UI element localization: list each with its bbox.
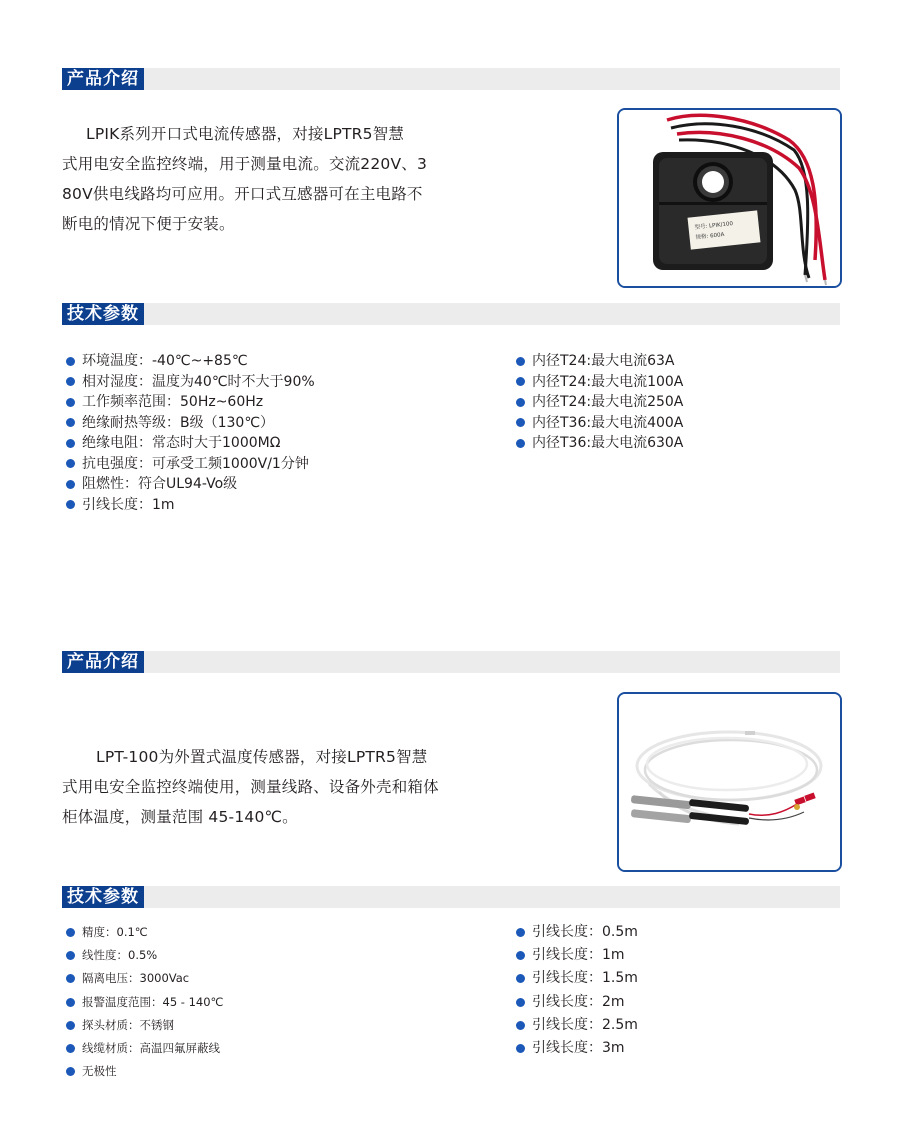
spec-item: 内径T24:最大电流63A <box>514 351 683 372</box>
spec-item: 阻燃性：符合UL94-Vo级 <box>64 474 315 495</box>
bullet-icon <box>516 928 525 937</box>
spec-item: 探头材质：不锈钢 <box>64 1014 223 1037</box>
intro-line: 80V供电线路均可应用。开口式互感器可在主电路不 <box>62 185 423 203</box>
spec-item: 引线长度：0.5m <box>514 921 638 944</box>
spec-item: 内径T24:最大电流100A <box>514 372 683 393</box>
spec-item: 引线长度：1m <box>514 944 638 967</box>
spec-item: 线缆材质：高温四氟屏蔽线 <box>64 1037 223 1060</box>
bullet-icon <box>66 1021 75 1030</box>
temperature-sensor-photo <box>617 692 842 872</box>
intro-heading-1: 产品介绍 <box>62 68 144 90</box>
spec-item: 隔离电压：3000Vac <box>64 967 223 990</box>
specs-list-left-1 <box>64 351 315 515</box>
spec-item: 内径T36:最大电流400A <box>514 413 683 434</box>
specs-list-right-1 <box>514 351 683 454</box>
intro-section-bar-1 <box>62 68 840 90</box>
bullet-icon <box>66 398 75 407</box>
photo-label-line-2: 规格: 600A <box>695 232 725 241</box>
bullet-icon <box>66 480 75 489</box>
photo-label-line-1: 型号: LPIK/100 <box>694 221 734 232</box>
spec-item: 绝缘耐热等级：B级（130℃） <box>64 413 315 434</box>
bullet-icon <box>66 500 75 509</box>
intro-heading-2: 产品介绍 <box>62 651 144 673</box>
bullet-icon <box>516 951 525 960</box>
current-sensor-photo <box>617 108 842 288</box>
spec-item: 抗电强度：可承受工频1000V/1分钟 <box>64 454 315 475</box>
bullet-icon <box>516 418 525 427</box>
current-sensor-image <box>619 110 840 286</box>
intro-line: LPIK系列开口式电流传感器，对接LPTR5智慧 <box>86 125 405 143</box>
intro-section-bar-2 <box>62 651 840 673</box>
bullet-icon <box>66 1044 75 1053</box>
bullet-icon <box>66 439 75 448</box>
intro-text-1 <box>62 119 487 239</box>
spec-item: 工作频率范围：50Hz~60Hz <box>64 392 315 413</box>
bullet-icon <box>516 1021 525 1030</box>
specs-list-left-2 <box>64 921 223 1083</box>
intro-line: 柜体温度，测量范围 45-140℃。 <box>62 808 298 826</box>
bullet-icon <box>66 998 75 1007</box>
spec-item: 相对湿度：温度为40℃时不大于90% <box>64 372 315 393</box>
spec-item: 线性度：0.5% <box>64 944 223 967</box>
bullet-icon <box>66 951 75 960</box>
bullet-icon <box>66 377 75 386</box>
spec-item: 引线长度：1m <box>64 495 315 516</box>
intro-line: 式用电安全监控终端使用，测量线路、设备外壳和箱体 <box>62 778 439 796</box>
bullet-icon <box>516 398 525 407</box>
spec-item: 报警温度范围：45 - 140℃ <box>64 991 223 1014</box>
bullet-icon <box>516 1044 525 1053</box>
spec-item: 内径T24:最大电流250A <box>514 392 683 413</box>
spec-item: 绝缘电阻：常态时大于1000MΩ <box>64 433 315 454</box>
spec-item: 引线长度：2.5m <box>514 1014 638 1037</box>
bullet-icon <box>516 377 525 386</box>
spec-item: 环境温度：-40℃~+85℃ <box>64 351 315 372</box>
bullet-icon <box>516 974 525 983</box>
bullet-icon <box>66 928 75 937</box>
bullet-icon <box>516 357 525 366</box>
temperature-sensor-image <box>619 694 840 870</box>
spec-item: 无极性 <box>64 1060 223 1083</box>
specs-heading-1: 技术参数 <box>62 303 144 325</box>
specs-heading-2: 技术参数 <box>62 886 144 908</box>
bullet-icon <box>66 974 75 983</box>
intro-text-2 <box>62 742 487 832</box>
spec-item: 引线长度：1.5m <box>514 967 638 990</box>
bullet-icon <box>66 459 75 468</box>
spec-item: 内径T36:最大电流630A <box>514 433 683 454</box>
specs-section-bar-2 <box>62 886 840 908</box>
bullet-icon <box>516 439 525 448</box>
specs-section-bar-1 <box>62 303 840 325</box>
spec-item: 引线长度：3m <box>514 1037 638 1060</box>
intro-line: 式用电安全监控终端，用于测量电流。交流220V、3 <box>62 155 428 173</box>
spec-item: 精度：0.1℃ <box>64 921 223 944</box>
bullet-icon <box>66 357 75 366</box>
intro-line: LPT-100为外置式温度传感器，对接LPTR5智慧 <box>96 748 428 766</box>
spec-item: 引线长度：2m <box>514 991 638 1014</box>
bullet-icon <box>66 418 75 427</box>
bullet-icon <box>516 998 525 1007</box>
specs-list-right-2 <box>514 921 638 1060</box>
bullet-icon <box>66 1067 75 1076</box>
intro-line: 断电的情况下便于安装。 <box>62 215 235 233</box>
